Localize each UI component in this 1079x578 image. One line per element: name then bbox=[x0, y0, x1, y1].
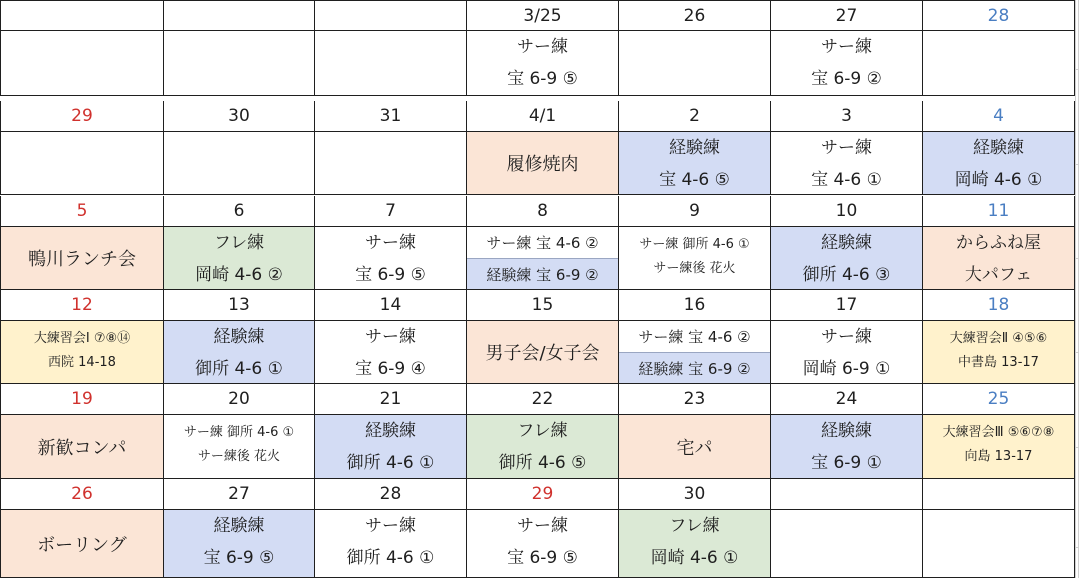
event-detail: 宝 6-9 ⑤ bbox=[507, 548, 578, 568]
event-detail: 御所 4-6 ③ bbox=[802, 265, 891, 285]
event-title: 経験練 bbox=[821, 421, 872, 441]
date-cell[interactable] bbox=[619, 101, 771, 132]
event-cell[interactable] bbox=[923, 510, 1075, 578]
event-title: ボーリング bbox=[37, 534, 127, 556]
event-cell[interactable] bbox=[0, 31, 164, 96]
event-title: 大練習会Ⅰ ⑦⑧⑭ bbox=[33, 331, 131, 346]
date-cell[interactable] bbox=[0, 196, 164, 227]
date-label: 11 bbox=[987, 201, 1010, 221]
event-cell[interactable] bbox=[0, 415, 164, 479]
event-cell[interactable] bbox=[0, 227, 164, 290]
event-cell[interactable] bbox=[315, 510, 467, 578]
date-label: 12 bbox=[71, 295, 93, 315]
event-cell[interactable] bbox=[923, 415, 1075, 479]
event-title: 男子会/女子会 bbox=[485, 343, 600, 364]
event-cell[interactable] bbox=[164, 415, 315, 479]
event-title: 経験練 bbox=[365, 421, 416, 441]
event-cell[interactable] bbox=[619, 132, 771, 195]
date-cell[interactable] bbox=[923, 384, 1075, 415]
event-cell[interactable] bbox=[0, 132, 164, 195]
event-cell[interactable] bbox=[315, 415, 467, 479]
event-cell[interactable] bbox=[0, 321, 164, 384]
event-entry: サー練 宝 4-6 ② bbox=[638, 328, 751, 346]
date-label: 3/25 bbox=[523, 5, 562, 26]
event-cell[interactable] bbox=[467, 415, 619, 479]
event-cell[interactable] bbox=[315, 132, 467, 195]
event-detail: 宝 4-6 ⑤ bbox=[659, 170, 730, 190]
event-cell[interactable] bbox=[467, 510, 619, 578]
date-cell[interactable] bbox=[619, 384, 771, 415]
event-cell[interactable] bbox=[164, 132, 315, 195]
date-cell[interactable] bbox=[619, 479, 771, 510]
date-label: 26 bbox=[71, 484, 93, 504]
date-label: 21 bbox=[379, 389, 402, 409]
event-title: サー練 bbox=[517, 37, 568, 57]
event-title: サー練 bbox=[821, 138, 872, 158]
date-cell[interactable] bbox=[164, 101, 315, 132]
event-cell[interactable] bbox=[619, 31, 771, 96]
date-cell[interactable] bbox=[0, 479, 164, 510]
event-detail: 大パフェ bbox=[964, 265, 1033, 285]
date-label: 27 bbox=[228, 484, 250, 504]
event-cell[interactable] bbox=[771, 415, 923, 479]
event-cell[interactable] bbox=[315, 31, 467, 96]
date-label: 13 bbox=[228, 295, 250, 315]
event-detail: 宝 6-9 ⑤ bbox=[355, 265, 426, 285]
date-cell[interactable] bbox=[771, 196, 923, 227]
date-label: 17 bbox=[835, 295, 858, 315]
event-detail: 岡崎 4-6 ① bbox=[954, 170, 1043, 190]
date-label: 30 bbox=[228, 106, 250, 126]
event-cell[interactable] bbox=[0, 510, 164, 578]
event-title: 宅パ bbox=[676, 437, 713, 459]
event-title: からふね屋 bbox=[956, 233, 1041, 253]
date-cell[interactable] bbox=[315, 101, 467, 132]
event-cell[interactable] bbox=[164, 321, 315, 384]
event-detail: 宝 6-9 ① bbox=[811, 453, 882, 473]
date-label: 25 bbox=[987, 389, 1010, 409]
event-cell[interactable] bbox=[164, 510, 315, 578]
date-cell[interactable] bbox=[923, 196, 1075, 227]
date-cell[interactable] bbox=[467, 479, 619, 510]
date-label: 30 bbox=[683, 484, 706, 504]
date-label: 28 bbox=[987, 5, 1010, 26]
date-cell[interactable] bbox=[923, 479, 1075, 510]
event-detail: 向島 13-17 bbox=[964, 449, 1033, 464]
event-title: 新歓コンパ bbox=[37, 437, 127, 459]
event-title: 経験練 bbox=[213, 327, 265, 347]
event-cell[interactable] bbox=[771, 227, 923, 290]
date-cell[interactable] bbox=[0, 101, 164, 132]
event-title: フレ練 bbox=[213, 233, 265, 253]
event-entry: 経験練 宝 6-9 ② bbox=[467, 259, 618, 289]
date-label: 19 bbox=[71, 389, 93, 409]
event-detail: サー練後 花火 bbox=[653, 261, 736, 276]
event-cell[interactable] bbox=[467, 321, 619, 384]
date-label: 22 bbox=[531, 389, 554, 409]
event-detail: 御所 4-6 ① bbox=[346, 548, 435, 568]
date-cell[interactable] bbox=[315, 196, 467, 227]
date-label: 10 bbox=[835, 201, 858, 221]
date-cell[interactable] bbox=[771, 0, 923, 31]
date-cell[interactable] bbox=[619, 0, 771, 31]
date-cell[interactable] bbox=[619, 196, 771, 227]
event-cell[interactable] bbox=[771, 510, 923, 578]
date-label: 29 bbox=[71, 106, 93, 126]
date-cell[interactable] bbox=[467, 0, 619, 31]
event-title: 経験練 bbox=[669, 138, 720, 158]
event-detail: 宝 6-9 ⑤ bbox=[203, 548, 275, 568]
event-title: フレ練 bbox=[669, 516, 720, 536]
event-title: サー練 御所 4-6 ① bbox=[639, 237, 750, 252]
date-cell[interactable] bbox=[771, 290, 923, 321]
event-cell[interactable] bbox=[923, 321, 1075, 384]
event-detail: 宝 6-9 ⑤ bbox=[507, 69, 578, 89]
date-label: 29 bbox=[531, 484, 554, 504]
event-title: 経験練 bbox=[821, 233, 872, 253]
event-cell[interactable] bbox=[771, 321, 923, 384]
event-detail: 御所 4-6 ① bbox=[346, 453, 435, 473]
date-cell[interactable] bbox=[164, 479, 315, 510]
event-cell[interactable] bbox=[467, 31, 619, 96]
event-title: 大練習会Ⅱ ④⑤⑥ bbox=[949, 331, 1048, 346]
event-entry: サー練 宝 4-6 ② bbox=[486, 234, 599, 252]
event-cell[interactable] bbox=[164, 227, 315, 290]
event-cell[interactable] bbox=[467, 227, 619, 290]
event-title: 経験練 bbox=[973, 138, 1024, 158]
event-title: サー練 bbox=[517, 516, 568, 536]
date-label: 16 bbox=[683, 295, 706, 315]
date-cell[interactable] bbox=[923, 101, 1075, 132]
event-cell[interactable] bbox=[923, 227, 1075, 290]
date-cell[interactable] bbox=[164, 0, 315, 31]
date-label: 3 bbox=[841, 106, 852, 126]
date-cell[interactable] bbox=[0, 290, 164, 321]
event-cell[interactable] bbox=[771, 31, 923, 96]
date-cell[interactable] bbox=[467, 384, 619, 415]
date-label: 15 bbox=[531, 295, 554, 315]
event-detail: サー練後 花火 bbox=[197, 449, 281, 464]
event-detail: 御所 4-6 ⑤ bbox=[498, 453, 587, 473]
event-title: フレ練 bbox=[517, 421, 568, 441]
date-label: 28 bbox=[379, 484, 402, 504]
event-detail: 宝 6-9 ② bbox=[811, 69, 882, 89]
date-label: 14 bbox=[379, 295, 402, 315]
date-cell[interactable] bbox=[315, 384, 467, 415]
event-cell[interactable] bbox=[164, 31, 315, 96]
event-detail: 岡崎 6-9 ① bbox=[802, 359, 891, 379]
event-detail: 岡崎 4-6 ② bbox=[195, 265, 283, 285]
date-label: 9 bbox=[689, 201, 700, 221]
event-title: サー練 bbox=[365, 516, 416, 536]
date-label: 23 bbox=[683, 389, 706, 409]
event-cell[interactable] bbox=[315, 227, 467, 290]
sheet-gridline bbox=[1075, 0, 1076, 578]
event-cell[interactable] bbox=[923, 132, 1075, 195]
date-cell[interactable] bbox=[771, 479, 923, 510]
event-detail: 中書島 13-17 bbox=[958, 355, 1039, 370]
date-label: 2 bbox=[689, 106, 700, 126]
date-cell[interactable] bbox=[315, 290, 467, 321]
event-title: 経験練 bbox=[213, 516, 265, 536]
date-label: 6 bbox=[233, 201, 245, 221]
date-cell[interactable] bbox=[467, 196, 619, 227]
date-label: 24 bbox=[835, 389, 858, 409]
event-title: サー練 bbox=[365, 233, 416, 253]
event-detail: 宝 6-9 ④ bbox=[355, 359, 426, 379]
date-cell[interactable] bbox=[923, 0, 1075, 31]
date-cell[interactable] bbox=[164, 384, 315, 415]
event-cell[interactable] bbox=[315, 321, 467, 384]
date-cell[interactable] bbox=[467, 290, 619, 321]
date-cell[interactable] bbox=[164, 290, 315, 321]
event-cell[interactable] bbox=[619, 510, 771, 578]
date-label: 26 bbox=[683, 5, 706, 26]
event-title: 履修焼肉 bbox=[506, 154, 579, 175]
event-title: サー練 bbox=[365, 327, 416, 347]
date-label: 7 bbox=[385, 201, 396, 221]
date-label: 8 bbox=[537, 201, 548, 221]
date-cell[interactable] bbox=[771, 384, 923, 415]
date-label: 5 bbox=[76, 201, 88, 221]
event-cell[interactable] bbox=[619, 321, 771, 384]
event-cell[interactable] bbox=[771, 132, 923, 195]
event-cell[interactable] bbox=[467, 132, 619, 195]
date-label: 4 bbox=[993, 106, 1004, 126]
date-label: 27 bbox=[835, 5, 858, 26]
date-label: 20 bbox=[228, 389, 250, 409]
event-detail: 宝 4-6 ① bbox=[811, 170, 882, 190]
date-cell[interactable] bbox=[467, 101, 619, 132]
date-cell[interactable] bbox=[771, 101, 923, 132]
date-cell[interactable] bbox=[0, 0, 164, 31]
event-cell[interactable] bbox=[619, 415, 771, 479]
date-cell[interactable] bbox=[619, 290, 771, 321]
date-label: 18 bbox=[987, 295, 1010, 315]
date-cell[interactable] bbox=[315, 0, 467, 31]
date-cell[interactable] bbox=[315, 479, 467, 510]
event-title: サー練 bbox=[821, 327, 872, 347]
event-entry: 経験練 宝 6-9 ② bbox=[619, 353, 770, 383]
event-detail: 西院 14-18 bbox=[48, 355, 116, 370]
event-title: 大練習会Ⅲ ⑤⑥⑦⑧ bbox=[942, 425, 1055, 440]
event-title: サー練 bbox=[821, 37, 872, 57]
date-cell[interactable] bbox=[923, 290, 1075, 321]
event-cell[interactable] bbox=[619, 227, 771, 290]
event-detail: 御所 4-6 ① bbox=[195, 359, 283, 379]
date-cell[interactable] bbox=[0, 384, 164, 415]
date-cell[interactable] bbox=[164, 196, 315, 227]
event-detail: 岡崎 4-6 ① bbox=[650, 548, 739, 568]
date-label: 4/1 bbox=[528, 106, 557, 126]
date-label: 31 bbox=[379, 106, 402, 126]
event-cell[interactable] bbox=[923, 31, 1075, 96]
event-title: 鴨川ランチ会 bbox=[28, 249, 136, 270]
event-title: サー練 御所 4-6 ① bbox=[183, 425, 295, 440]
